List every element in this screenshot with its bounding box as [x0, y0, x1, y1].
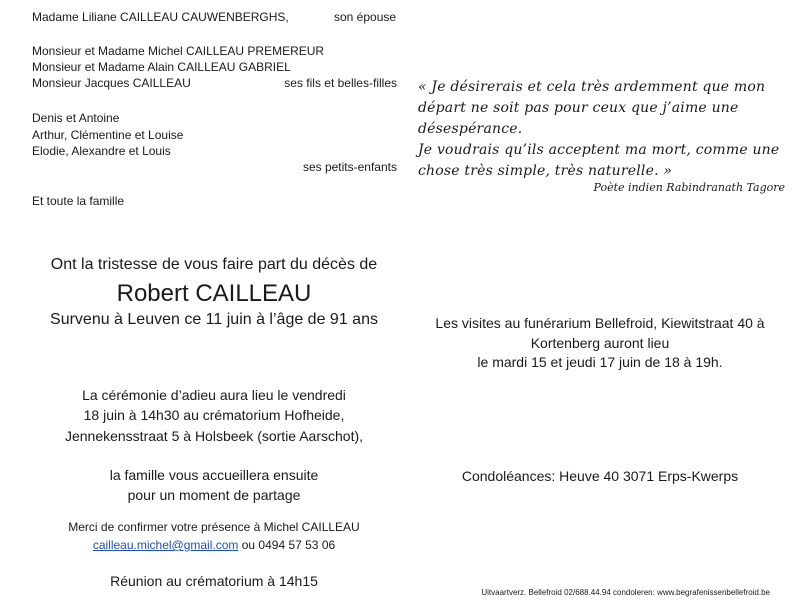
child-2: Monsieur et Madame Alain CAILLEAU GABRIEL [32, 60, 291, 74]
quote-line-2: départ ne soit pas pour ceux que j’aime une [418, 100, 739, 116]
announcement-intro: Ont la tristesse de vous faire part du décès de [50, 256, 378, 273]
ceremony-line-3: Jennekensstraat 5 à Holsbeek (sortie Aarschot), [64, 428, 364, 444]
quote-author: Poète indien Rabindranath Tagore [593, 181, 785, 194]
visits-line-3: le mardi 15 et jeudi 17 juin de 18 à 19h. [477, 354, 723, 370]
child-1: Monsieur et Madame Michel CAILLEAU PREMEREUR [32, 44, 325, 58]
ceremony-line-2: 18 juin à 14h30 au crématorium Hofheide, [83, 407, 345, 423]
children-role: ses fils et belles-filles [284, 76, 397, 90]
confirm-contact [0, 538, 428, 552]
grandchildren-3: Elodie, Alexandre et Louis [32, 144, 171, 158]
grandchildren-role: ses petits-enfants [302, 160, 397, 174]
quote-line-4: Je voudrais qu’ils acceptent ma mort, comme une [418, 142, 780, 158]
meeting-time: Réunion au crématorium à 14h15 [110, 573, 318, 589]
grandchildren-1: Denis et Antoine [32, 111, 120, 125]
condolences-address: Condoléances: Heuve 40 3071 Erps-Kwerps [461, 468, 739, 484]
spouse-name: Madame Liliane CAILLEAU CAUWENBERGHS, [32, 10, 289, 24]
phone-number: ou 0494 57 53 06 [238, 538, 336, 552]
quote-block [418, 77, 788, 182]
reception-line-2: pour un moment de partage [127, 487, 301, 503]
footer-note: Uitvaartverz. Bellefroid 02/688.44.94 condoleren: www.begrafenissenbellefroid.be [481, 588, 770, 597]
visits-line-2: Kortenberg auront lieu [530, 335, 670, 351]
child-3: Monsieur Jacques CAILLEAU [32, 76, 191, 90]
quote-line-5: chose très simple, très naturelle. » [418, 163, 673, 179]
quote-line-1: « Je désirerais et cela très ardemment que mon [418, 79, 766, 95]
confirm-line: Merci de confirmer votre présence à Michel CAILLEAU [68, 520, 360, 534]
announcement-details: Survenu à Leuven ce 11 juin à l’âge de 91 ans [50, 311, 378, 328]
right-column [400, 0, 800, 607]
reception-line-1: la famille vous accueillera ensuite [109, 467, 319, 483]
deceased-name: Robert CAILLEAU [116, 280, 312, 307]
grandchildren-2: Arthur, Clémentine et Louise [32, 128, 184, 142]
spouse-role: son épouse [334, 10, 397, 24]
email-link[interactable]: cailleau.michel@gmail.com [92, 538, 239, 552]
ceremony-line-1: La cérémonie d’adieu aura lieu le vendredi [82, 387, 346, 403]
visits-line-1: Les visites au funérarium Bellefroid, Kiewitstraat 40 à [435, 315, 765, 331]
quote-line-3: désespérance. [418, 121, 523, 137]
rest-of-family: Et toute la famille [32, 194, 125, 208]
